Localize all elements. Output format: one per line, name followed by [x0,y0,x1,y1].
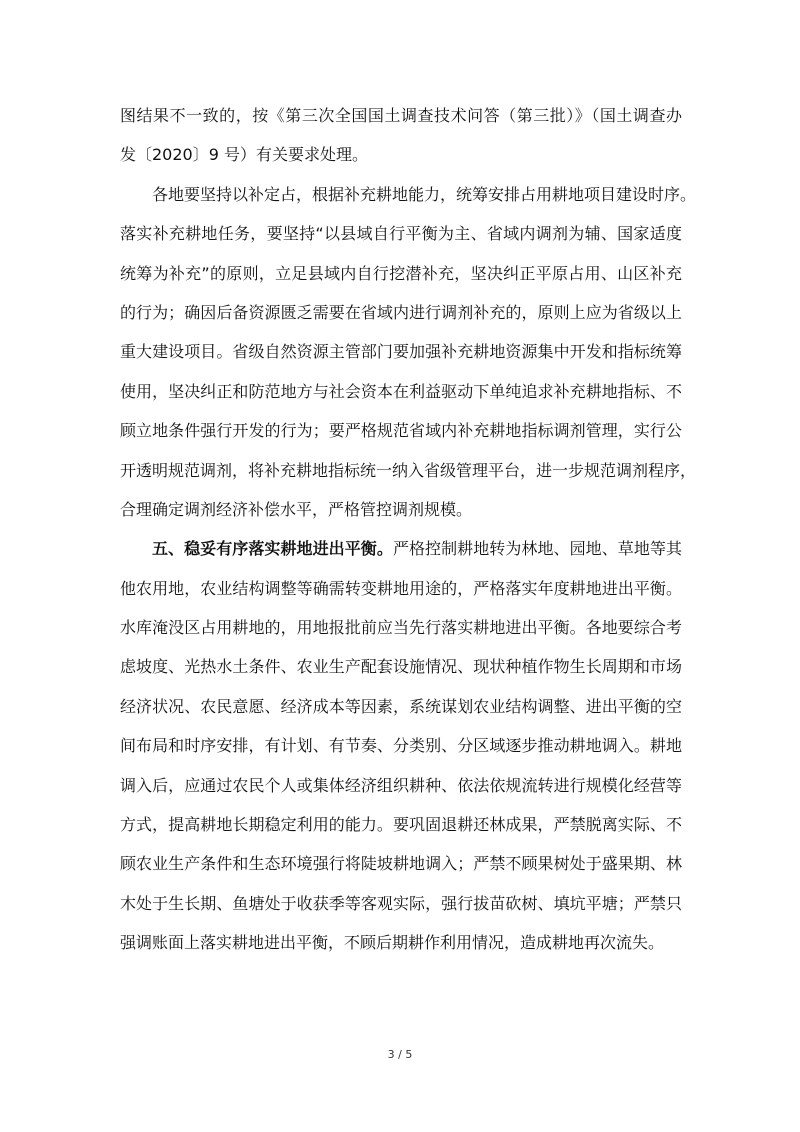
text-line: 的行为；确因后备资源匮乏需要在省域内进行调剂补充的，原则上应为省级以上 [120,302,682,322]
text-line: 顾立地条件强行开发的行为；要严格规范省域内补充耕地指标调剂管理，实行公 [120,421,682,441]
text-line: 重大建设项目。省级自然资源主管部门要加强补充耕地资源集中开发和指标统筹 [120,342,682,362]
text-line: 他农用地，农业结构调整等确需转变耕地用途的，严格落实年度耕地进出平衡。 [120,578,682,598]
text-line: 方式，提高耕地长期稳定利用的能力。要巩固退耕还林成果，严禁脱离实际、不 [120,815,682,835]
text-line: 经济状况、农民意愿、经济成本等因素，系统谋划农业结构调整、进出平衡的空 [120,696,682,716]
paragraph-3 [120,529,682,962]
text-line-with-heading [120,529,682,568]
text-line: 统筹为补充”的原则，立足县域内自行挖潜补充，坚决纠正平原占用、山区补充 [120,263,682,283]
text-line: 各地要坚持以补定占，根据补充耕地能力，统筹安排占用耕地项目建设时序。 [152,184,697,204]
section-heading: 五、稳妥有序落实耕地进出平衡。 [152,539,393,559]
document-body [120,96,697,963]
text-line: 间布局和时序安排，有计划、有节奏、分类别、分区域逐步推动耕地调入。耕地 [120,736,682,756]
text-line: 强调账面上落实耕地进出平衡，不顾后期耕作利用情况，造成耕地再次流失。 [120,933,665,953]
text-line: 图结果不一致的，按《第三次全国国土调查技术问答（第三批）》（国土调查办 [120,106,682,125]
text-line: 发〔2020〕9 号）有关要求处理。 [120,145,368,165]
text-line: 使用，坚决纠正和防范地方与社会资本在利益驱动下单纯追求补充耕地指标、不 [120,381,682,401]
text-line: 落实补充耕地任务，要坚持“以县域自行平衡为主、省域内调剂为辅、国家适度 [120,224,682,244]
paragraph-2 [120,175,697,530]
text-line: 水库淹没区占用耕地的，用地报批前应当先行落实耕地进出平衡。各地要综合考 [120,618,682,638]
text-line: 木处于生长期、鱼塘处于收获季等客观实际，强行拔苗砍树、填坑平塘；严禁只 [120,893,682,913]
page-number: 3 / 5 [387,1048,413,1061]
text-line: 调入后，应通过农民个人或集体经济组织耕种、依法依规流转进行规模化经营等 [120,775,682,795]
text-line: 虑坡度、光热水土条件、农业生产配套设施情况、现状种植作物生长周期和市场 [120,657,682,677]
text-line: 合理确定调剂经济补偿水平，严格管控调剂规模。 [120,499,473,519]
text-line: 顾农业生产条件和生态环境强行将陡坡耕地调入；严禁不顾果树处于盛果期、林 [120,854,682,874]
text-line: 开透明规范调剂，将补充耕地指标统一纳入省级管理平台，进一步规范调剂程序， [120,460,697,480]
text-run: 严格控制耕地转为林地、园地、草地等其 [392,539,682,559]
paragraph-1 [120,96,682,175]
